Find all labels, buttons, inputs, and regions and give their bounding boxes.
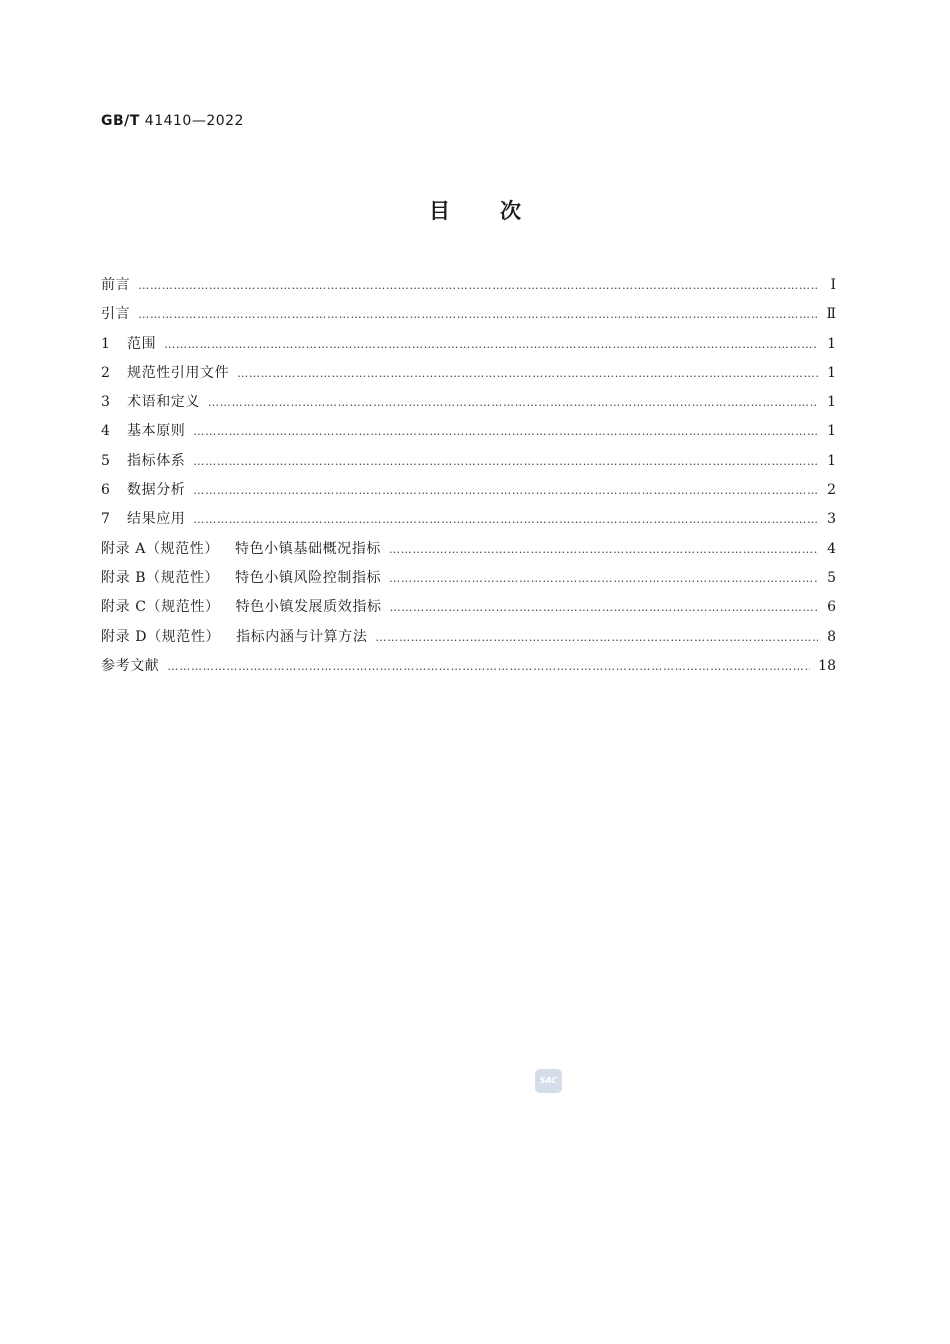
toc-entry-label — [101, 505, 185, 534]
toc-entry-text: 附录 B（规范性） — [101, 569, 220, 586]
toc-leader-dots — [164, 330, 818, 359]
toc-entry-number: 6 — [101, 482, 111, 499]
toc-entry[interactable] — [101, 359, 836, 388]
toc-entry-subtitle: 特色小镇风险控制指标 — [235, 569, 382, 586]
toc-entry-number: 1 — [101, 335, 111, 352]
toc-leader-dots — [193, 417, 818, 446]
toc-entry-number: 5 — [101, 452, 111, 469]
toc-entry[interactable] — [101, 623, 836, 652]
toc-entry[interactable] — [101, 388, 836, 417]
toc-entry-page: 3 — [827, 511, 836, 528]
toc-entry-page: 18 — [818, 657, 836, 674]
toc-entry-page: 2 — [827, 482, 836, 499]
toc-entry[interactable] — [101, 593, 836, 622]
toc-leader-dots — [138, 300, 818, 329]
toc-entry-text: 参考文献 — [101, 657, 160, 674]
toc-entry[interactable] — [101, 505, 836, 534]
toc-entry-number: 3 — [101, 394, 111, 411]
standard-code — [101, 113, 244, 129]
toc-leader-dots — [389, 564, 818, 593]
toc-entry-page: 1 — [827, 335, 836, 352]
toc-entry-label — [101, 535, 381, 564]
toc-entry-label — [101, 417, 185, 446]
toc-leader-dots — [138, 271, 818, 300]
toc-entry-page: 6 — [827, 599, 836, 616]
toc-entry[interactable] — [101, 476, 836, 505]
toc-entry-page: 1 — [827, 452, 836, 469]
toc-entry-text: 附录 C（规范性） — [101, 599, 220, 616]
table-of-contents — [101, 271, 836, 681]
toc-entry-label — [101, 447, 185, 476]
toc-entry-number: 2 — [101, 364, 111, 381]
toc-entry[interactable] — [101, 564, 836, 593]
toc-leader-dots — [193, 447, 818, 476]
toc-entry-page: 1 — [827, 423, 836, 440]
toc-entry-page: 5 — [827, 569, 836, 586]
toc-entry[interactable] — [101, 447, 836, 476]
toc-entry[interactable] — [101, 652, 836, 681]
toc-leader-dots — [167, 652, 810, 681]
toc-leader-dots — [193, 476, 818, 505]
standard-prefix: GB/T — [101, 113, 140, 129]
toc-entry-label — [101, 271, 130, 300]
toc-entry-text: 数据分析 — [127, 482, 186, 499]
toc-leader-dots — [193, 505, 818, 534]
toc-entry-page: 1 — [827, 364, 836, 381]
toc-title — [0, 195, 950, 225]
toc-entry[interactable] — [101, 300, 836, 329]
toc-entry-label — [101, 388, 200, 417]
toc-entry-label — [101, 359, 229, 388]
toc-entry-label — [101, 652, 159, 681]
toc-entry-label — [101, 623, 367, 652]
toc-entry-subtitle: 特色小镇基础概况指标 — [234, 540, 381, 557]
toc-entry-number: 7 — [101, 511, 111, 528]
toc-entry-page: Ⅰ — [830, 277, 836, 293]
toc-leader-dots — [390, 593, 818, 622]
toc-entry-text: 前言 — [101, 277, 131, 293]
toc-entry-text: 术语和定义 — [127, 394, 200, 411]
toc-entry-text: 范围 — [127, 335, 157, 352]
toc-entry[interactable] — [101, 535, 836, 564]
standard-number: 41410—2022 — [144, 113, 244, 129]
toc-leader-dots — [237, 359, 818, 388]
toc-entry-subtitle: 指标内涵与计算方法 — [236, 628, 368, 645]
toc-leader-dots — [208, 388, 818, 417]
toc-entry-text: 指标体系 — [127, 452, 186, 469]
toc-entry-page: 1 — [827, 394, 836, 411]
toc-entry-number: 4 — [101, 423, 111, 440]
toc-entry-text: 结果应用 — [127, 511, 186, 528]
toc-entry-label — [101, 300, 130, 329]
toc-entry-page: 4 — [827, 540, 836, 557]
toc-entry-text: 附录 A（规范性） — [101, 540, 219, 557]
toc-leader-dots — [375, 623, 818, 652]
toc-entry-text: 规范性引用文件 — [127, 364, 230, 381]
toc-entry-label — [101, 593, 382, 622]
toc-entry-page: Ⅱ — [826, 306, 836, 323]
toc-title-char-1: 目 — [429, 199, 450, 223]
toc-entry[interactable] — [101, 417, 836, 446]
toc-entry-label — [101, 476, 185, 505]
toc-entry-subtitle: 特色小镇发展质效指标 — [235, 599, 382, 616]
toc-entry[interactable] — [101, 330, 836, 359]
toc-entry-text: 附录 D（规范性） — [101, 628, 221, 645]
toc-entry-label — [101, 330, 156, 359]
toc-entry-text: 基本原则 — [127, 423, 186, 440]
toc-entry[interactable] — [101, 271, 836, 300]
toc-entry-text: 引言 — [101, 306, 131, 323]
toc-title-char-2: 次 — [500, 199, 521, 223]
sac-logo: SAC — [535, 1069, 562, 1093]
toc-entry-label — [101, 564, 381, 593]
toc-entry-page: 8 — [827, 628, 836, 645]
toc-leader-dots — [389, 535, 818, 564]
